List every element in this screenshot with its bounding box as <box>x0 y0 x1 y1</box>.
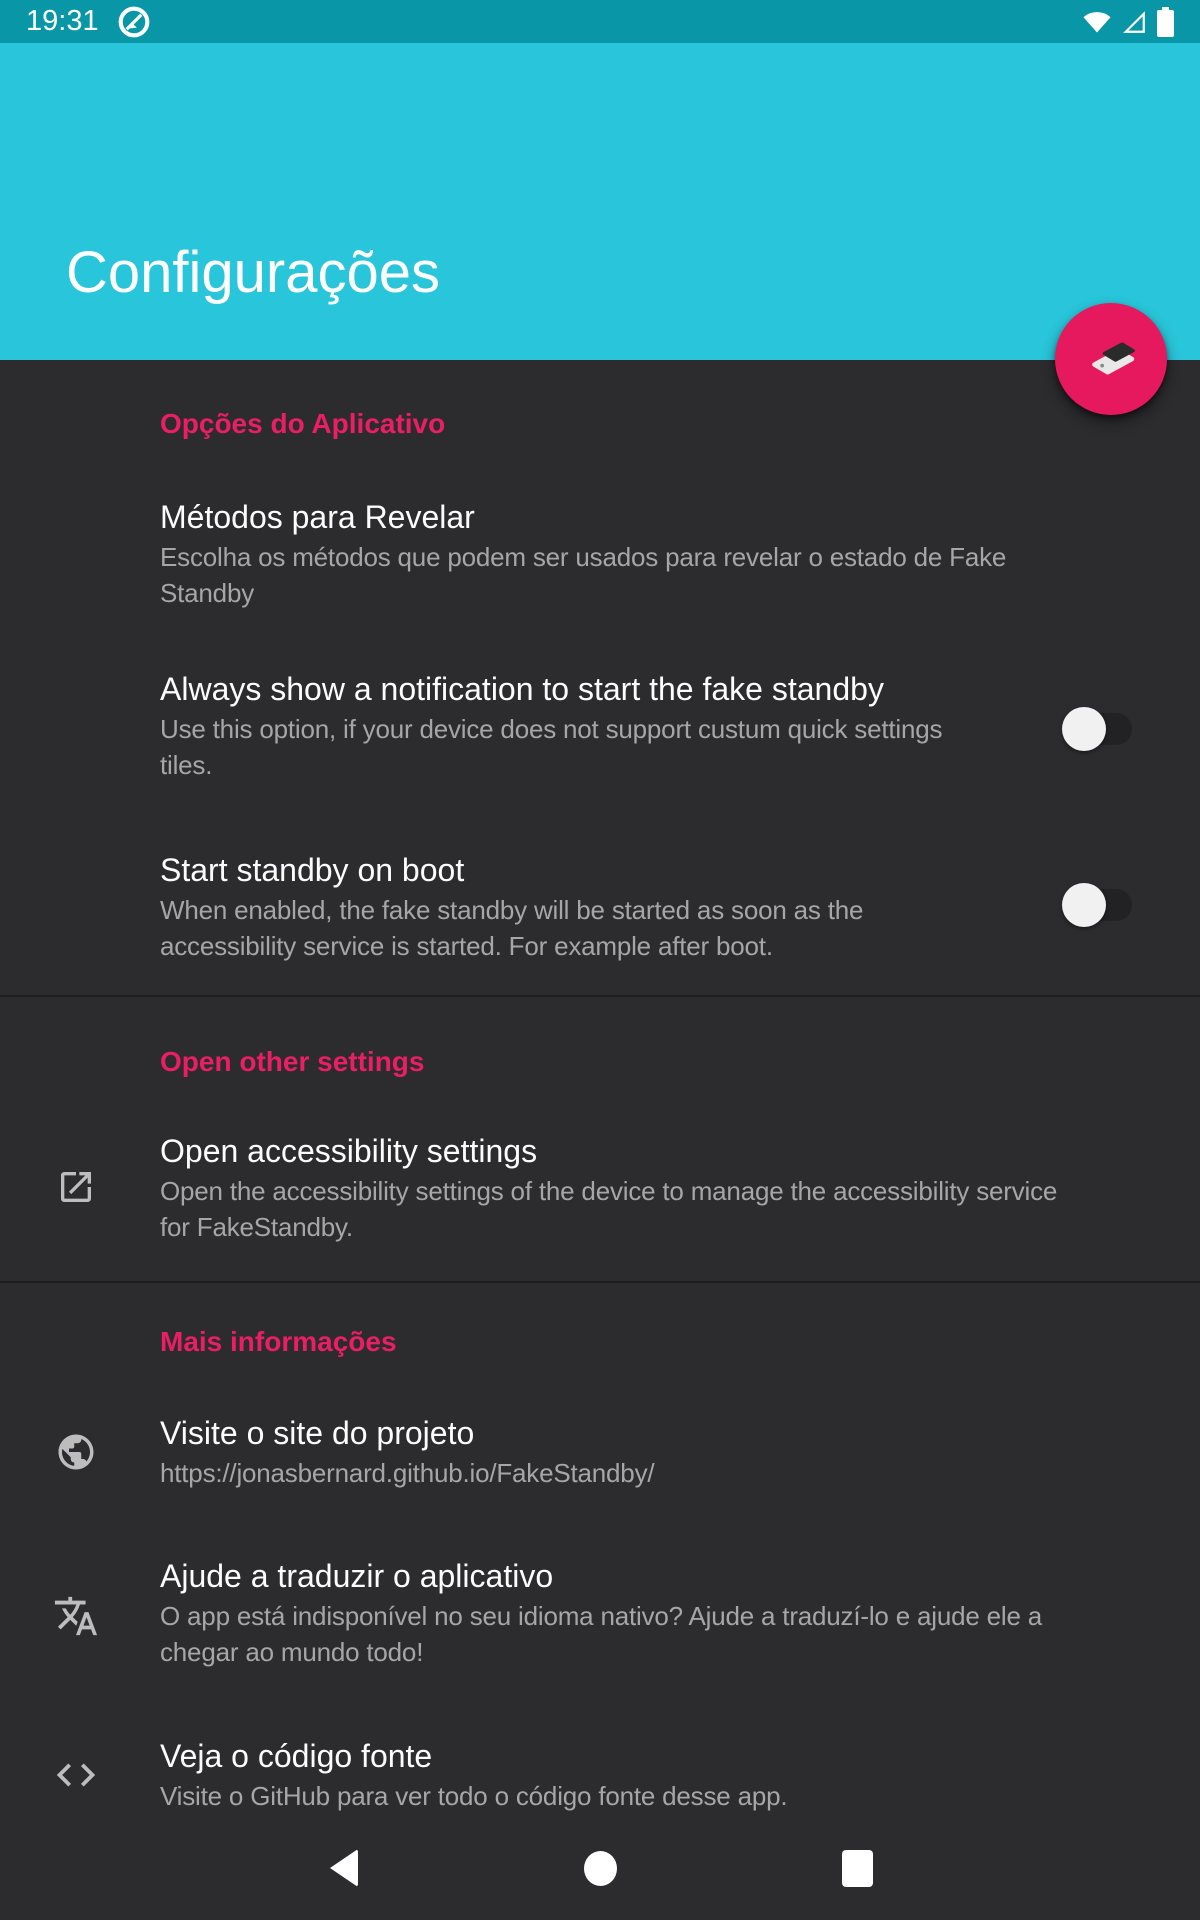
status-bar <box>0 0 1200 43</box>
home-button[interactable] <box>570 1838 630 1898</box>
switch-thumb <box>1062 707 1106 751</box>
globe-icon <box>55 1431 97 1473</box>
app-bar <box>0 43 1200 360</box>
open-in-new-icon <box>56 1167 96 1207</box>
item-description: O app está indisponível no seu idioma nativo? Ajude a traduzí-lo e ajude ele a chegar ao mundo todo! <box>160 1601 1042 1667</box>
item-description: Escolha os métodos que podem ser usados para revelar o estado de Fake Standby <box>160 542 1007 608</box>
list-item-help-translate[interactable] <box>160 1554 1130 1670</box>
item-description: Open the accessibility settings of the device to manage the accessibility service for FakeStandby. <box>160 1176 1058 1242</box>
phone-standby-icon <box>1080 328 1142 390</box>
item-title: Open accessibility settings <box>160 1133 538 1169</box>
battery-icon <box>1157 7 1174 37</box>
item-description <box>160 1455 1130 1491</box>
item-title: Always show a notification to start the fake standby <box>160 671 884 707</box>
status-bar-right <box>1083 7 1174 37</box>
item-description: Use this option, if your device does not support custum quick settings tiles. <box>160 714 943 780</box>
page-title: Configurações <box>66 240 440 305</box>
divider <box>0 995 1200 997</box>
cell-signal-icon <box>1121 9 1147 35</box>
item-title: Visite o site do projeto <box>160 1415 475 1451</box>
list-item-visit-site[interactable] <box>160 1411 1130 1491</box>
notification-toggle-switch[interactable] <box>1062 707 1132 751</box>
status-bar-left <box>26 0 153 43</box>
back-button[interactable] <box>314 1838 374 1898</box>
list-item-always-show-notification[interactable] <box>160 667 1020 783</box>
list-item-start-on-boot[interactable] <box>160 848 1020 964</box>
translate-icon <box>53 1593 99 1639</box>
recents-button[interactable] <box>827 1838 887 1898</box>
section-header-other-settings: Open other settings <box>160 1046 425 1077</box>
recents-icon <box>842 1850 873 1887</box>
boot-toggle-switch[interactable] <box>1062 883 1132 927</box>
status-time: 19:31 <box>26 5 99 37</box>
list-item-source-code[interactable] <box>160 1734 1130 1814</box>
item-title: Métodos para Revelar <box>160 499 475 535</box>
home-icon <box>584 1851 617 1886</box>
divider <box>0 1281 1200 1283</box>
item-description: Visite o GitHub para ver todo o código fonte desse app. <box>160 1781 788 1811</box>
list-item-reveal-methods[interactable] <box>160 495 1130 611</box>
item-title: Ajude a traduzir o aplicativo <box>160 1558 554 1594</box>
switch-thumb <box>1062 883 1106 927</box>
list-item-open-accessibility[interactable] <box>160 1129 1130 1245</box>
item-title: Veja o código fonte <box>160 1738 433 1774</box>
section-header-more-info: Mais informações <box>160 1326 397 1357</box>
item-title: Start standby on boot <box>160 852 465 888</box>
fab-start-standby-button[interactable] <box>1055 303 1167 415</box>
back-icon <box>330 1849 358 1887</box>
item-description: When enabled, the fake standby will be started as soon as the accessibility service is started. For example after boot. <box>160 895 864 961</box>
project-url: https://jonasbernard.github.io/FakeStandby/ <box>160 1458 655 1488</box>
wifi-icon <box>1083 8 1111 36</box>
code-icon <box>53 1752 99 1798</box>
android-q-notification-icon <box>115 3 153 41</box>
section-header-app-options: Opções do Aplicativo <box>160 408 446 439</box>
